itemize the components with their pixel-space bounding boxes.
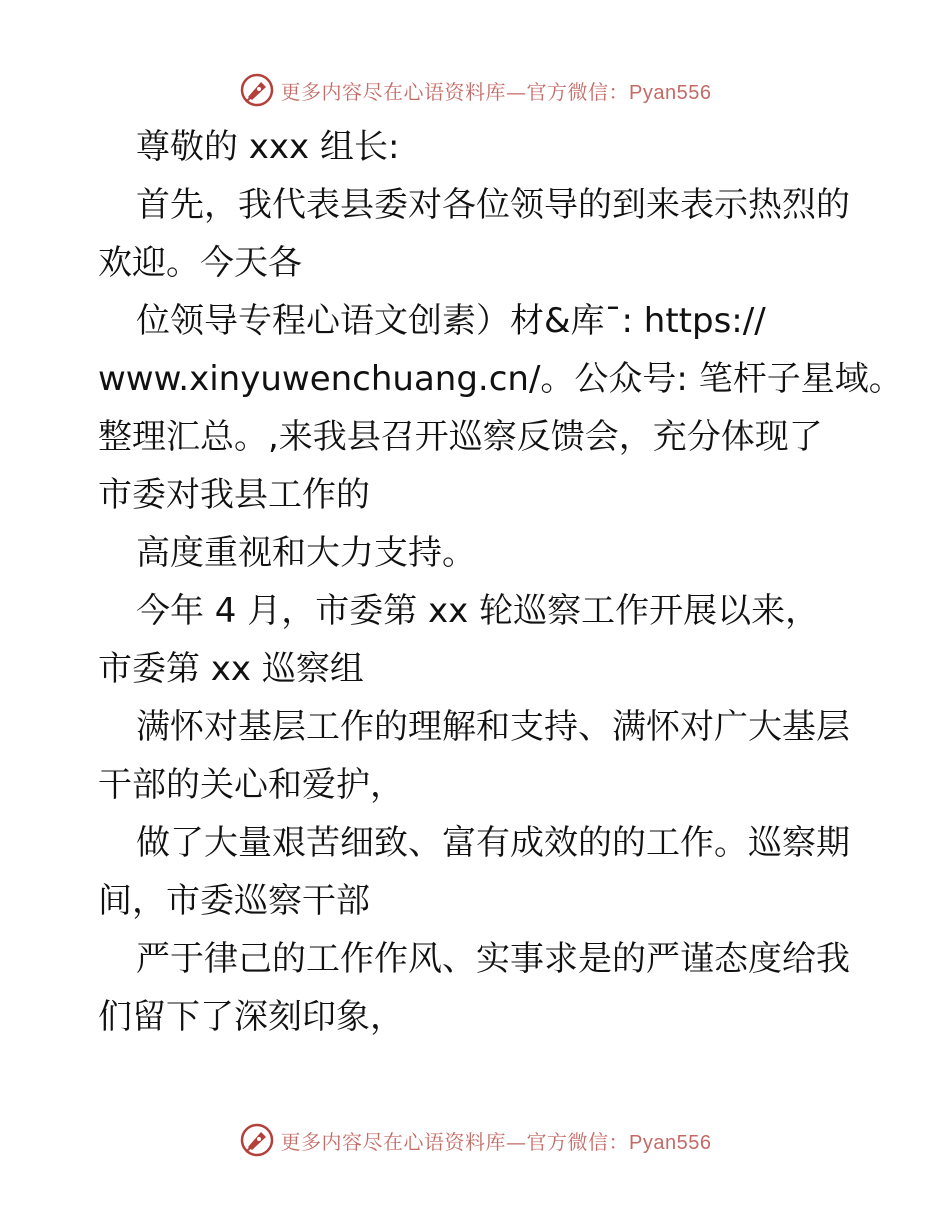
pen-nib-logo-icon xyxy=(239,72,275,108)
text-line: 尊敬的 xxx 组长: xyxy=(136,127,400,167)
text-line: www.xinyuwenchuang.cn/。公众号: 笔杆子星域。 xyxy=(98,359,903,399)
text-line: 整理汇总。,来我县召开巡察反馈会，充分体现了 xyxy=(98,417,823,457)
text-line: 做了大量艰苦细致、富有成效的的工作。巡察期 xyxy=(136,823,850,863)
footer-watermark xyxy=(0,1120,950,1160)
pen-nib-logo-icon xyxy=(239,1122,275,1158)
text-line: 市委第 xx 巡察组 xyxy=(98,649,364,689)
header-watermark xyxy=(0,70,950,110)
text-line: 间，市委巡察干部 xyxy=(98,881,370,921)
watermark-text: 更多内容尽在心语资料库—官方微信：Pyan556 xyxy=(280,79,712,104)
text-line: 满怀对基层工作的理解和支持、满怀对广大基层 xyxy=(136,707,850,747)
text-line: 首先，我代表县委对各位领导的到来表示热烈的 xyxy=(136,185,850,225)
document-body xyxy=(98,118,903,1046)
text-line: 位领导专程心语文创素）材&库¯: https:// xyxy=(136,301,766,341)
text-line: 干部的关心和爱护， xyxy=(98,765,404,805)
text-line: 严于律己的工作作风、实事求是的严谨态度给我 xyxy=(136,939,850,979)
text-line: 今年 4 月，市委第 xx 轮巡察工作开展以来， xyxy=(136,591,820,631)
text-line: 欢迎。今天各 xyxy=(98,243,302,283)
text-line: 们留下了深刻印象， xyxy=(98,997,404,1037)
watermark-text: 更多内容尽在心语资料库—官方微信：Pyan556 xyxy=(280,1129,712,1154)
text-line: 市委对我县工作的 xyxy=(98,475,370,515)
text-line: 高度重视和大力支持。 xyxy=(136,533,476,573)
